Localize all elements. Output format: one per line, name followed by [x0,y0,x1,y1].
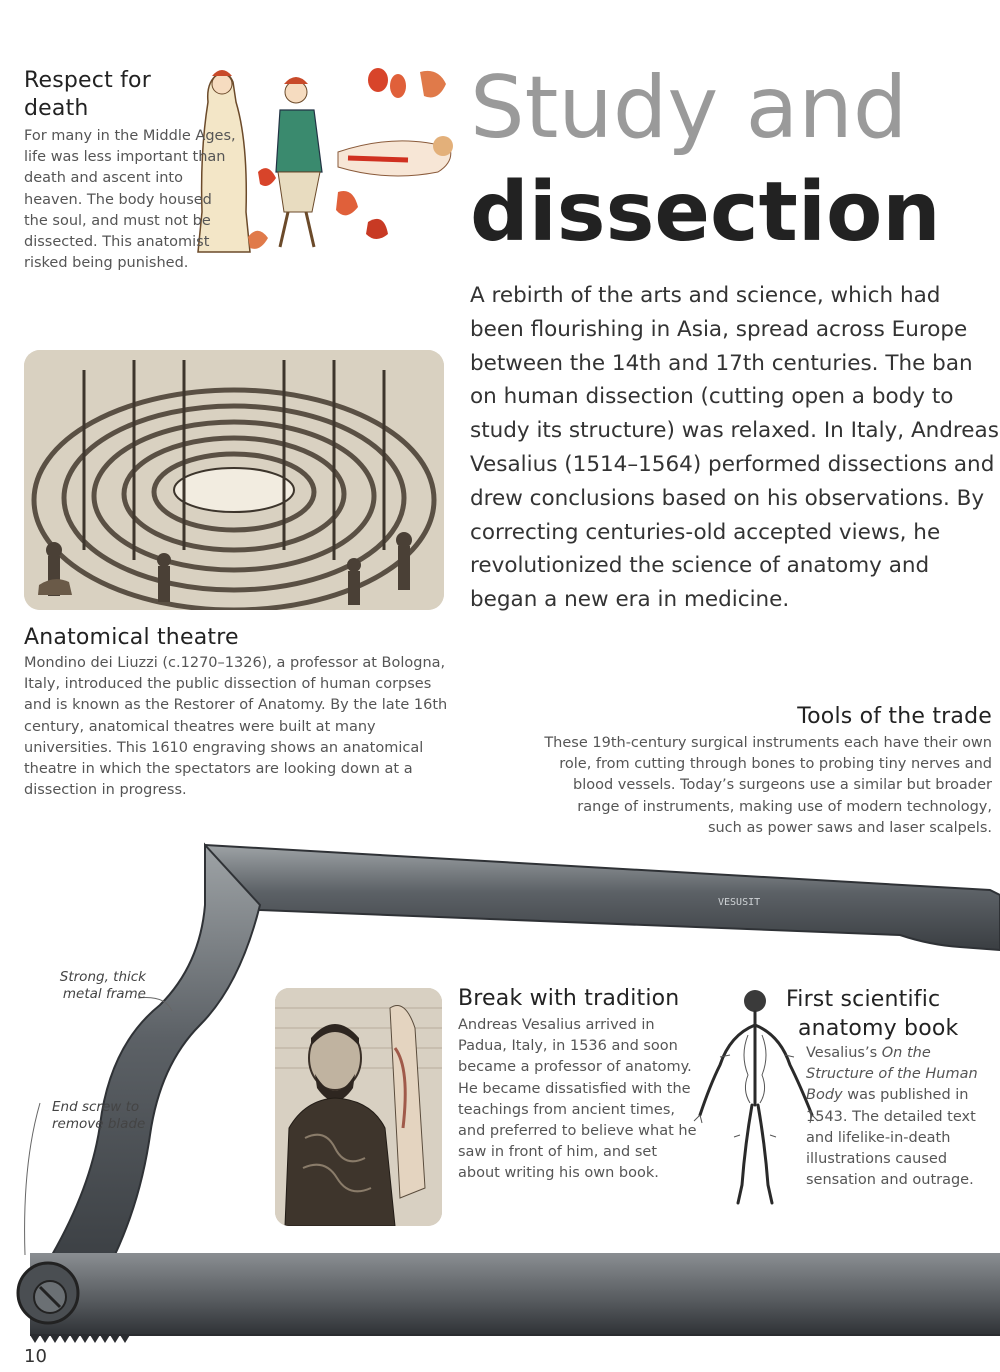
first-anatomy-book-heading-line1: First scientific [786,987,941,1012]
first-anatomy-book-heading [786,985,1000,1043]
book-title: On the Structure of the Human Body [806,1045,978,1104]
anatomical-theatre-engraving [24,350,444,610]
anatomical-theatre-heading: Anatomical theatre [24,625,239,650]
first-anatomy-book-body-pre: Vesalius’s [806,1045,882,1061]
page-title-light: Study and [470,58,908,158]
respect-for-death-body: For many in the Middle Ages, life was less important than death and ascent into heaven. The body housed the soul, and must not be dissected. This anatomist risked being punished. [24,128,236,272]
tools-of-the-trade-body: These 19th-century surgical instruments each have their own role, from cutting through bones to probing tiny nerves and blood vessels. Today’s surgeons use a similar but broader range of instruments, making use of modern technology, such as power saws and laser scalpels. [544,735,992,836]
svg-text:VESUSIT: VESUSIT [718,897,761,908]
break-with-tradition-body: Andreas Vesalius arrived in Padua, Italy, in 1536 and soon became a professor of anatomy. He became dissatisfied with the teachings from ancient times, and preferred to believe what he saw in front of him, and set about writing his own book. [458,1017,697,1182]
tools-of-the-trade-heading: Tools of the trade [797,704,992,729]
first-anatomy-book-heading-line2: anatomy book [798,1016,959,1041]
caption-metal-frame: Strong, thick metal frame [59,969,146,1002]
first-anatomy-book-body-post: was published in 1543. The detailed text and lifelike-in-death illustrations caused sensation and outrage. [806,1087,976,1189]
break-with-tradition-heading: Break with tradition [458,986,680,1011]
page-number: 10 [24,1346,47,1367]
page-title-bold: dissection [470,165,941,260]
first-anatomy-book-body [806,1043,1000,1191]
vesalius-portrait [275,988,442,1226]
respect-for-death-heading: Respect for death [24,68,151,121]
intro-paragraph: A rebirth of the arts and science, which had been flourishing in Asia, spread across Europe between the 14th and 17th centuries. The ban on human dissection (cutting open a body to study its structure) was relaxed. In Italy, Andreas Vesalius (1514–1564) performed dissections and drew conclusions based on his observations. By correcting centuries-old accepted views, he revolutionized the science of anatomy and began a new era in medicine. [470,283,999,613]
anatomical-theatre-body: Mondino dei Liuzzi (c.1270–1326), a professor at Bologna, Italy, introduced the public dissection of human corpses and is known as the Restorer of Anatomy. By the late 16th century, anatomical theatres were built at many universities. This 1610 engraving shows an anatomical theatre in which the spectators are looking down at a dissection in progress. [24,655,448,799]
caption-end-screw: End screw to remove blade [52,1099,146,1132]
